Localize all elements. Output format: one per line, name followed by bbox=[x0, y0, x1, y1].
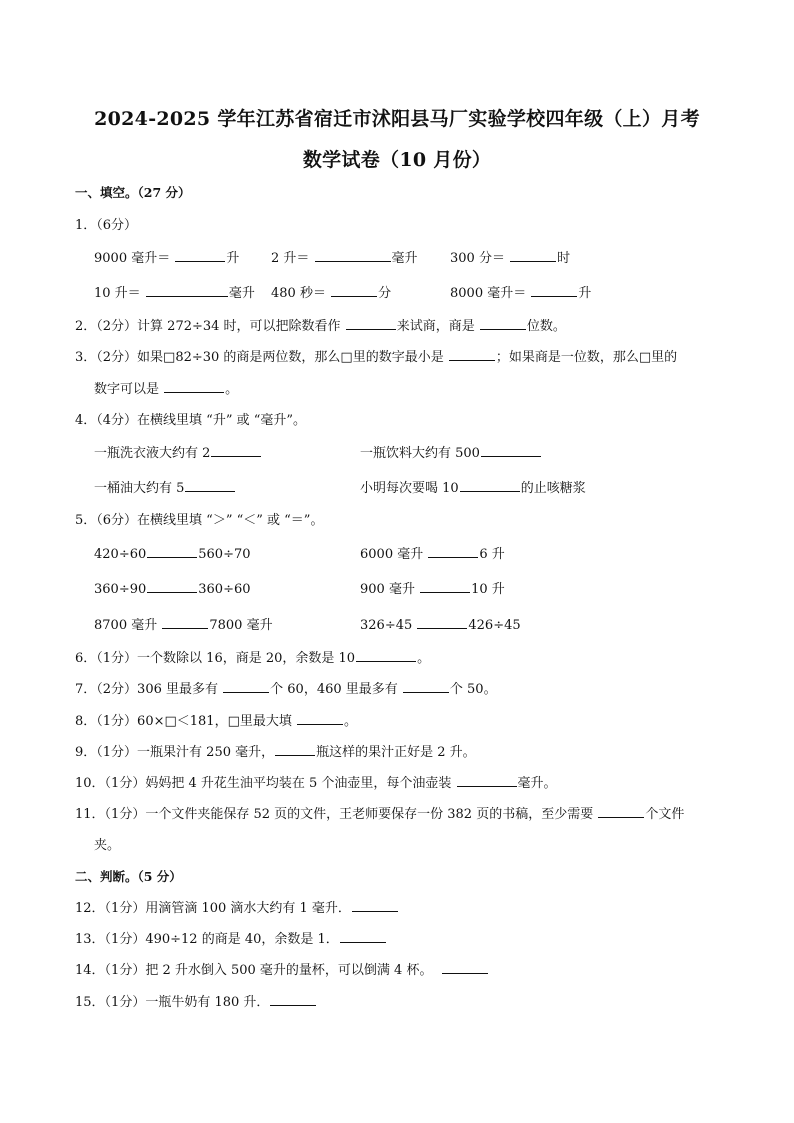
answer-blank[interactable] bbox=[146, 284, 228, 297]
question-1-label: 1．（6分） bbox=[75, 218, 138, 233]
question-5-label: 5．（6分）在横线里填 “＞” “＜” 或 “＝”。 bbox=[75, 513, 324, 528]
answer-blank[interactable] bbox=[457, 774, 517, 787]
answer-blank[interactable] bbox=[315, 249, 391, 262]
answer-blank[interactable] bbox=[270, 993, 316, 1006]
question-8: 8．（1分）60×□＜181，□里最大填 。 bbox=[75, 714, 358, 729]
question-6: 6．（1分）一个数除以 16，商是 20，余数是 10 。 bbox=[75, 651, 431, 666]
question-12: 12．（1分）用滴管滴 100 滴水大约有 1 毫升． bbox=[75, 899, 399, 918]
answer-blank[interactable] bbox=[403, 680, 449, 693]
answer-blank[interactable] bbox=[297, 712, 343, 725]
question-1-row2: 10 升＝ 毫升 bbox=[94, 286, 255, 301]
question-1-row1: 9000 毫升＝ 升 bbox=[94, 251, 240, 266]
question-2: 2．（2分）计算 272÷34 时，可以把除数看作 来试商，商是 位数。 bbox=[75, 319, 566, 334]
question-4-a: 一瓶洗衣液大约有 2 bbox=[94, 444, 262, 463]
question-14: 14．（1分）把 2 升水倒入 500 毫升的量杯，可以倒满 4 杯。 bbox=[75, 961, 489, 980]
answer-blank[interactable] bbox=[147, 545, 197, 558]
question-5-f: 326÷45 426÷45 bbox=[360, 618, 521, 633]
question-1-row1b: 2 升＝ 毫升 bbox=[271, 251, 418, 266]
answer-blank[interactable] bbox=[510, 249, 556, 262]
answer-blank[interactable] bbox=[346, 317, 396, 330]
answer-blank[interactable] bbox=[460, 479, 520, 492]
answer-blank[interactable] bbox=[356, 649, 416, 662]
question-4-label: 4．（4分）在横线里填 “升” 或 “毫升”。 bbox=[75, 413, 307, 428]
question-5-b: 6000 毫升 6 升 bbox=[360, 547, 505, 562]
question-4-c: 一桶油大约有 5 bbox=[94, 479, 236, 498]
answer-blank[interactable] bbox=[164, 380, 224, 393]
answer-blank[interactable] bbox=[449, 348, 495, 361]
question-4-d: 小明每次要喝 10 的止咳糖浆 bbox=[360, 481, 586, 496]
question-1-row2c: 8000 毫升＝ 升 bbox=[450, 286, 592, 301]
exam-title-line1: 2024-2025 学年江苏省宿迁市沭阳县马厂实验学校四年级（上）月考 bbox=[94, 108, 700, 130]
answer-blank[interactable] bbox=[428, 545, 478, 558]
answer-blank[interactable] bbox=[223, 680, 269, 693]
question-13: 13．（1分）490÷12 的商是 40，余数是 1． bbox=[75, 930, 387, 949]
answer-blank[interactable] bbox=[340, 930, 386, 943]
question-5-e: 8700 毫升 7800 毫升 bbox=[94, 618, 273, 633]
answer-blank[interactable] bbox=[147, 580, 197, 593]
section-heading-fill-in: 一、填空。（27 分） bbox=[75, 185, 191, 200]
section-heading-true-false: 二、判断。（5 分） bbox=[75, 869, 182, 884]
answer-blank[interactable] bbox=[480, 317, 526, 330]
question-9: 9．（1分）一瓶果汁有 250 毫升， 瓶这样的果汁正好是 2 升。 bbox=[75, 745, 476, 760]
answer-blank[interactable] bbox=[175, 249, 225, 262]
question-10: 10．（1分）妈妈把 4 升花生油平均装在 5 个油壶里，每个油壶装 毫升。 bbox=[75, 776, 557, 791]
question-5-d: 900 毫升 10 升 bbox=[360, 582, 505, 597]
question-3-line2: 数字可以是 。 bbox=[94, 382, 239, 397]
answer-blank[interactable] bbox=[331, 284, 377, 297]
question-11-line2: 夹。 bbox=[94, 838, 121, 853]
answer-blank[interactable] bbox=[420, 580, 470, 593]
question-1-row2b: 480 秒＝ 分 bbox=[271, 286, 392, 301]
question-5-c: 360÷90 360÷60 bbox=[94, 582, 251, 597]
exam-title-line2: 数学试卷（10 月份） bbox=[302, 149, 492, 171]
answer-blank[interactable] bbox=[275, 743, 315, 756]
answer-blank[interactable] bbox=[417, 616, 467, 629]
answer-blank[interactable] bbox=[598, 805, 644, 818]
answer-blank[interactable] bbox=[481, 444, 541, 457]
question-1-row1c: 300 分＝ 时 bbox=[450, 251, 571, 266]
answer-blank[interactable] bbox=[211, 444, 261, 457]
question-5-a: 420÷60 560÷70 bbox=[94, 547, 251, 562]
answer-blank[interactable] bbox=[352, 899, 398, 912]
question-11: 11．（1分）一个文件夹能保存 52 页的文件，王老师要保存一份 382 页的书稿，至少需要 个文件 bbox=[75, 807, 685, 822]
answer-blank[interactable] bbox=[442, 961, 488, 974]
question-4-b: 一瓶饮料大约有 500 bbox=[360, 444, 542, 463]
question-15: 15．（1分）一瓶牛奶有 180 升． bbox=[75, 993, 317, 1012]
answer-blank[interactable] bbox=[185, 479, 235, 492]
question-7: 7．（2分）306 里最多有 个 60，460 里最多有 个 50。 bbox=[75, 682, 497, 697]
answer-blank[interactable] bbox=[162, 616, 208, 629]
answer-blank[interactable] bbox=[531, 284, 577, 297]
question-3: 3．（2分）如果□82÷30 的商是两位数，那么□里的数字最小是 ；如果商是一位数，那么□里的 bbox=[75, 350, 678, 365]
